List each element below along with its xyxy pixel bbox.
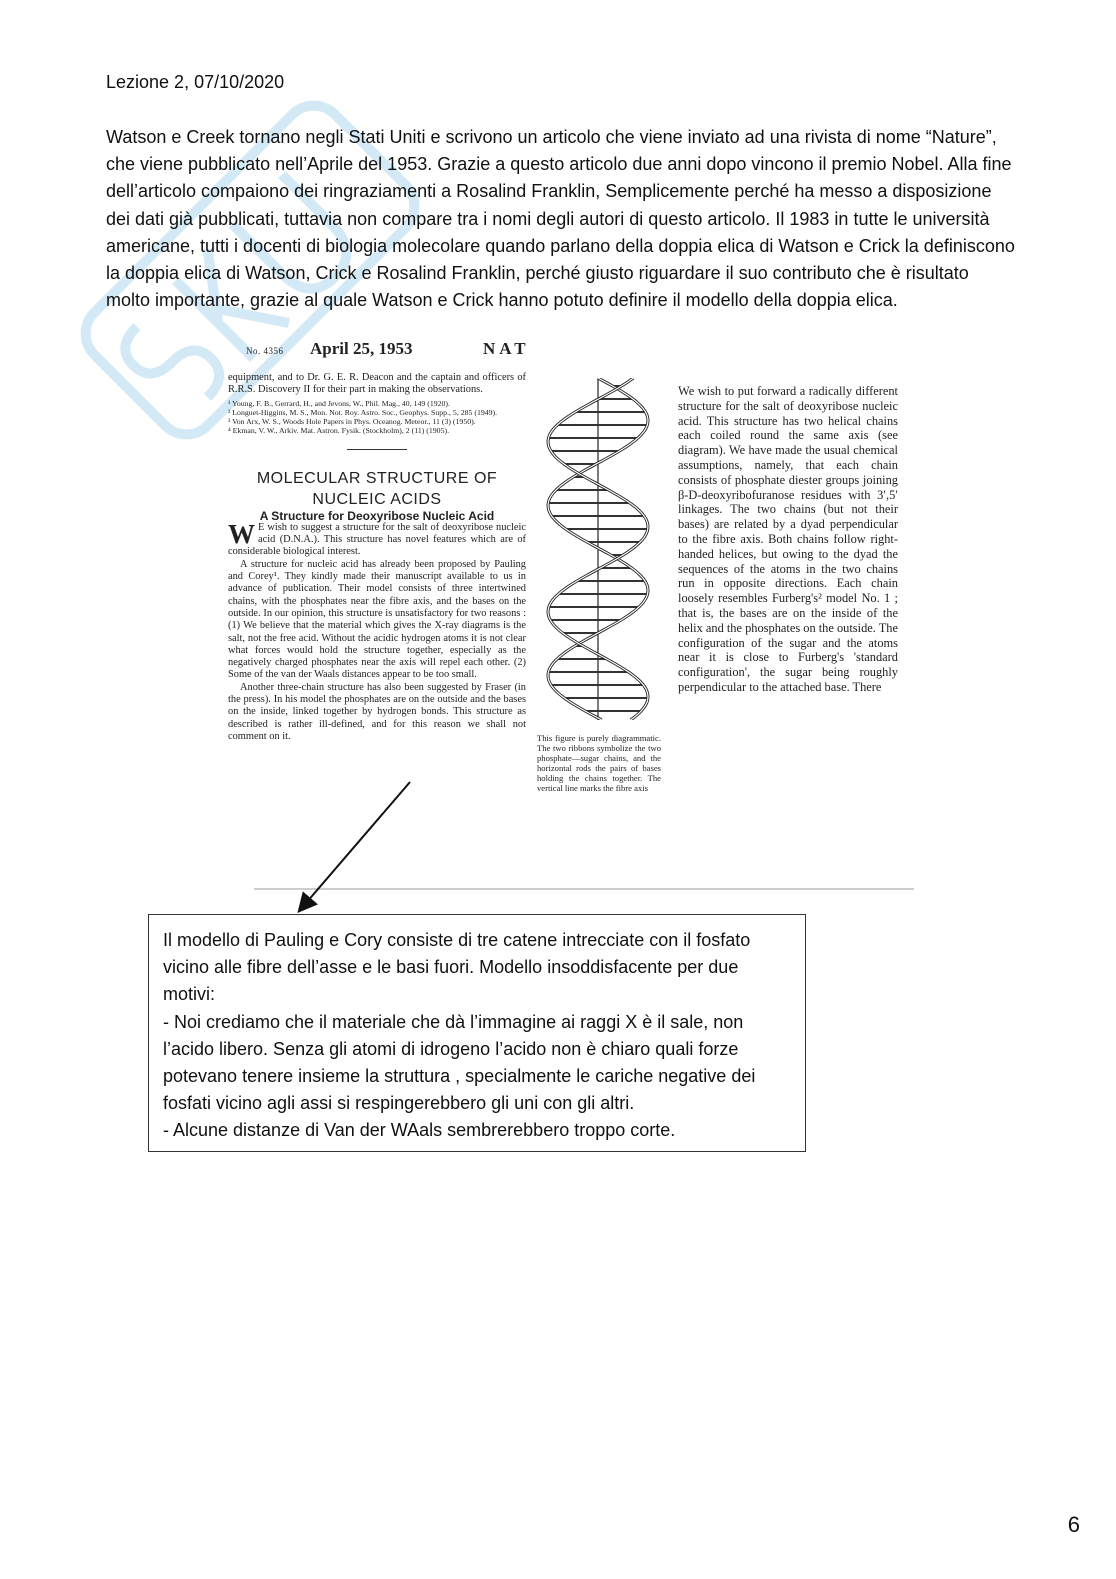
article-paragraph-3: Another three-chain structure has also been suggested by Fraser (in the press). In his model the phosphates are on the outside and the bases on the inside, linked together by hydrogen bonds. This structure as described is rather ill-defined, and for this reason we shall not comment on it. (228, 681, 526, 742)
article-title-line2: NUCLEIC ACIDS (312, 490, 442, 508)
reference-item: ¹ Young, F. B., Gerrard, H., and Jevons, W., Phil. Mag., 40, 149 (1920). (228, 398, 450, 408)
article-left-column (228, 372, 526, 743)
article-paragraph-1 (228, 518, 526, 559)
scan-bottom-edge (254, 888, 914, 890)
reference-item: ² Longuet-Higgins, M. S., Mon. Not. Roy. Astro. Soc., Geophys. Supp., 5, 285 (1949). (228, 407, 498, 417)
note-box (148, 914, 806, 1152)
double-helix-diagram (533, 378, 663, 720)
note-line-1: Il modello di Pauling e Cory consiste di tre catene intrecciate con il fosfato vicino alle fibre dell’asse e le basi fuori. Modello insoddisfacente per due motivi: (163, 930, 751, 1005)
article-figure (533, 378, 663, 793)
reference-item: ⁴ Ekman, V. W., Arkiv. Mat. Astron. Fysik. (Stockholm), 2 (11) (1905). (228, 425, 450, 435)
note-line-3: - Alcune distanze di Van der WAals sembrerebbero troppo corte. (163, 1120, 676, 1141)
article-right-column: We wish to put forward a radically different structure for the salt of deoxyribose nucleic acid. This structure has two helical chains each coiled round the same axis (see diagram). We have made the usual chemical assumptions, namely, that each chain consists of phosphate diester groups joining β-D-deoxyribofuranose residues with 3′,5′ linkages. The two chains (but not their bases) are related by a dyad perpendicular to the fibre axis. Both chains follow right-handed helices, but owing to the dyad the sequences of the atoms in the two chains run in opposite directions. Each chain loosely resembles Furberg's² model No. 1 ; that is, the bases are on the inside of the helix and the phosphates on the outside. The configuration of the sugar and the atoms near it is close to Furberg's 'standard configuration', the sugar being roughly perpendicular to the attached base. There (678, 384, 899, 694)
article-acknowledgement: equipment, and to Dr. G. E. R. Deacon and the captain and officers of R.R.S. Discovery II for their part in making the observations. (228, 372, 526, 396)
drop-cap: W (228, 518, 255, 549)
note-line-2: - Noi crediamo che il materiale che dà l’immagine ai raggi X è il sale, non l’acido libero. Senza gli atomi di idrogeno l’acido non è chiaro quali forze potevano tenere insieme la struttura , specialmente le cariche negative dei fosfati vicino agli assi si respingerebbero gli uni con gli altri. (163, 1011, 756, 1114)
paragraph-1-text: E wish to suggest a structure for the salt of deoxyribose nucleic acid (D.N.A.). This structure has novel features which are of considerable biological interest. (228, 521, 526, 558)
article-date: April 25, 1953 (310, 339, 413, 358)
article-subtitle: A Structure for Deoxyribose Nucleic Acid (259, 508, 495, 523)
article-references (228, 399, 526, 435)
article-journal-name: NAT (483, 339, 530, 358)
article-issue-number: No. 4356 (246, 346, 284, 356)
article-title-line1: MOLECULAR STRUCTURE OF (256, 469, 498, 487)
intro-paragraph: Watson e Creek tornano negli Stati Uniti e scrivono un articolo che viene inviato ad una rivista di nome “Nature”, che viene pubblicato nell’Aprile del 1953. Grazie a questo articolo due anni dopo vincono il premio Nobel. Alla fine dell’articolo compaiono dei ringraziamenti a Rosalind Franklin, Semplicemente perché ha messo a disposizione dei dati già pubblicati, tuttavia non compare tra i nomi degli autori di questo articolo. Il 1983 in tutte le università americane, tutti i docenti di biologia molecolare quando parlano della doppia elica di Watson e Crick la definiscono la doppia elica di Watson, Crick e Rosalind Franklin, perché giusto riguardare il suo contributo che è risultato molto importante, grazie al quale Watson e Crick hanno potuto definire il modello della doppia elica. (106, 127, 1015, 311)
page-number: 6 (1067, 1512, 1080, 1537)
lesson-header: Lezione 2, 07/10/2020 (106, 72, 285, 92)
figure-caption: This figure is purely diagrammatic. The two ribbons symbolize the two phosphate—sugar chains, and the horizontal rods the pairs of bases holding the chains together. The vertical line marks the fibre axis (537, 733, 661, 793)
article-paragraph-2: A structure for nucleic acid has already been proposed by Pauling and Corey¹. They kindly made their manuscript available to us in advance of publication. Their model consists of three intertwined chains, with the phosphates near the fibre axis, and the bases on the outside. In our opinion, this structure is unsatisfactory for two reasons : (1) We believe that the material which gives the X-ray diagrams is the salt, not the free acid. Without the acidic hydrogen atoms it is not clear what forces would hold the structure together, especially as the negatively charged phosphates near the axis will repel each other. (2) Some of the van der Waals distances appear to be too small. (228, 558, 526, 681)
article-scan (228, 338, 914, 900)
reference-item: ³ Von Arx, W. S., Woods Hole Papers in Phys. Oceanog. Meteor., 11 (3) (1950). (228, 416, 476, 426)
section-divider (347, 449, 407, 450)
